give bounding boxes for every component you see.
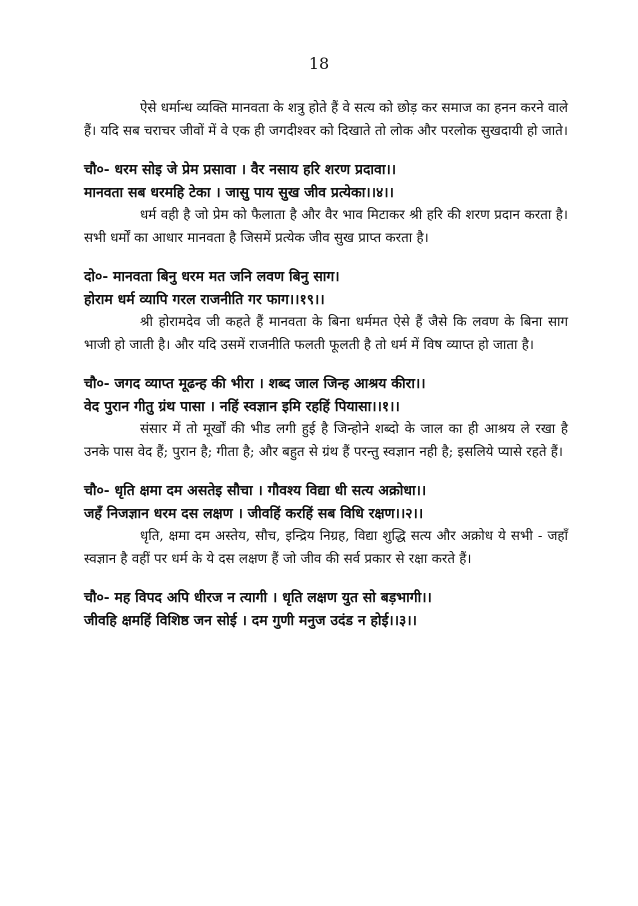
explanation-paragraph — [84, 312, 568, 357]
verse-section-3 — [84, 373, 568, 464]
verse-line: जीवहि क्षमहिं विशिष्ठ जन सोई । दम गुणी मनुज उदंड न होई।।३।। — [84, 613, 417, 629]
verse-section-5 — [84, 587, 568, 633]
verse-line: दो०- मानवता बिनु धरम मत जनि लवण बिनु साग। — [84, 269, 340, 285]
verse-line: जहँ निजज्ञान धरम दस लक्षण । जीवहिं करहिं सब विधि रक्षण।।२।। — [84, 506, 424, 522]
verse-line: चौ०- धरम सोइ जे प्रेम प्रसावा । वैर नसाय हरि शरण प्रदावा।। — [84, 162, 397, 178]
verse-section-1 — [84, 159, 568, 250]
page-number: 18 — [308, 54, 330, 73]
verse-section-2 — [84, 266, 568, 357]
explanation-paragraph — [84, 419, 568, 464]
verse-line: चौ०- धृति क्षमा दम असतेइ सौचा । गौवश्य विद्या धी सत्य अक्रोधा।। — [84, 483, 427, 499]
explanation-text: धर्म वही है जो प्रेम को फैलाता है और वैर भाव मिटाकर श्री हरि की शरण प्रदान करता है। सभी धर्मों का आधार मानवता है जिसमें प्रत्येक जीव सुख प्राप्त करता है। — [84, 208, 568, 246]
explanation-text: श्री होरामदेव जी कहते हैं मानवता के बिना धर्ममत ऐसे हैं जैसे कि लवण के बिना साग भाजी हो जाती है। और यदि उसमें राजनीति फलती फूलती है तो धर्म में विष व्याप्त हो जाता है। — [84, 315, 568, 353]
verse-line: होराम धर्म व्यापि गरल राजनीति गर फाग।।१९।। — [84, 292, 325, 308]
spacer — [84, 143, 568, 159]
verse-line: चौ०- जगद व्याप्त मूढन्ह की भीरा । शब्द जाल जिन्ह आश्रय कीरा।। — [84, 376, 426, 392]
intro-text: ऐसे धर्मान्ध व्यक्ति मानवता के शत्रु होते हैं वे सत्य को छोड़ कर समाज का हनन करने वाले हैं। यदि सब चराचर जीवों में वे एक ही जगदीश्वर को दिखाते तो लोक और परलोक सुखदायी हो जाते। — [84, 101, 568, 139]
explanation-text: संसार में तो मूर्खों की भीड लगी हुई है जिन्होने शब्दो के जाल का ही आश्रय ले रखा है उनके पास वेद हैं; पुरान है; गीता है; और बहुत से ग्रंथ हैं परन्तु स्वज्ञान नही है; इसलिये प्यासे रहते हैं। — [84, 422, 568, 460]
verse-line: चौ०- मह विपद अपि धीरज न त्यागी । धृति लक्षण युत सो बड़भागी।। — [84, 590, 432, 606]
explanation-paragraph — [84, 526, 568, 571]
verse-section-4 — [84, 480, 568, 571]
page-content — [84, 98, 568, 633]
intro-paragraph — [84, 98, 568, 143]
explanation-paragraph — [84, 205, 568, 250]
explanation-text: धृति, क्षमा दम अस्तेय, सौच, इन्द्रिय निग्रह, विद्या शुद्धि सत्य और अक्रोध ये सभी - जहाँ स्वज्ञान है वहीं पर धर्म के ये दस लक्षण हैं जो जीव की सर्व प्रकार से रक्षा करते हैं। — [84, 529, 568, 567]
verse-line: वेद पुरान गीतु ग्रंथ पासा । नहिं स्वज्ञान इमि रहहिं पियासा।।१।। — [84, 399, 400, 415]
verse-line: मानवता सब धरमहि टेका । जासु पाय सुख जीव प्रत्येका।।४।। — [84, 185, 394, 201]
